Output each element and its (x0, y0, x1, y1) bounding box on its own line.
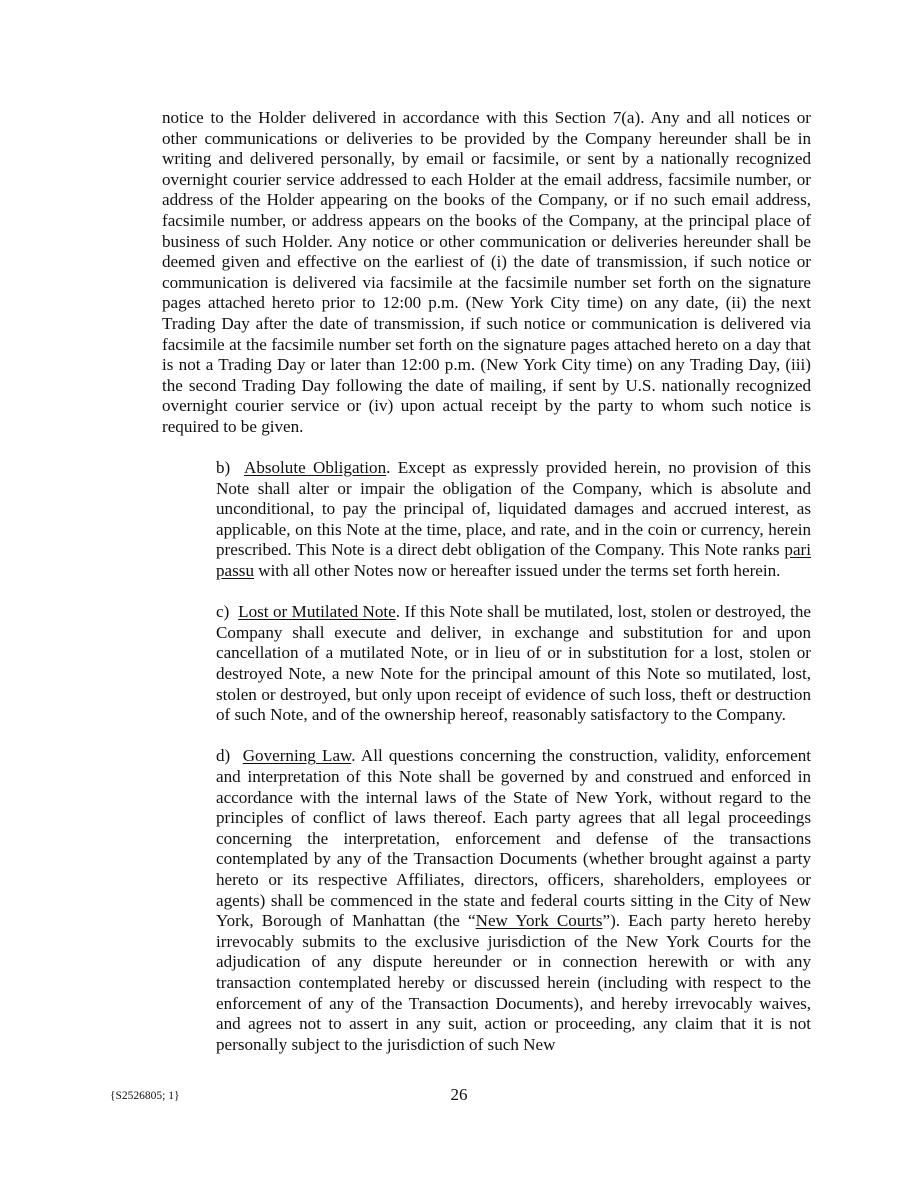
paragraph-absolute-obligation (162, 458, 811, 582)
document-body (162, 108, 811, 1055)
section-c-title: Lost or Mutilated Note (238, 602, 396, 622)
paragraph-notices-text: notice to the Holder delivered in accordance with this Section 7(a). Any and all notices or other communications or deliveries to be provided by the Company hereunder shall be in writing and delivered personally, by email or facsimile, or sent by a nationally recognized overnight courier service addressed to each Holder at the email address, facsimile number, or address of the Holder appearing on the books of the Company, or if no such email address, facsimile number, or address appears on the books of the Company, at the principal place of business of such Holder. Any notice or other communication or deliveries hereunder shall be deemed given and effective on the earliest of (i) the date of transmission, if such notice or communication is delivered via facsimile at the facsimile number set forth on the signature pages attached hereto prior to 12:00 p.m. (New York City time) on any date, (ii) the next Trading Day after the date of transmission, if such notice or communication is delivered via facsimile at the facsimile number set forth on the signature pages attached hereto on a day that is not a Trading Day or later than 12:00 p.m. (New York City time) on any Trading Day, (iii) the second Trading Day following the date of mailing, if sent by U.S. nationally recognized overnight courier service or (iv) upon actual receipt by the party to whom such notice is required to be given. (162, 108, 811, 436)
section-b-label: b) (216, 458, 231, 478)
page-number: 26 (450, 1085, 468, 1104)
section-b-text-2: with all other Notes now or hereafter issued under the terms set forth herein. (254, 561, 781, 581)
paragraph-governing-law (162, 746, 811, 1055)
section-d-text-1: . All questions concerning the construction, validity, enforcement and interpretation of this Note shall be governed by and construed and enforced in accordance with the internal laws of the State of New York, without regard to the principles of conflict of laws thereof. Each party agrees that all legal proceedings concerning the interpretation, enforcement and defense of the transactions contemplated by any of the Transaction Documents (whether brought against a party hereto or its respective Affiliates, directors, officers, shareholders, employees or agents) shall be commenced in the state and federal courts sitting in the City of New York, Borough of Manhattan (the “ (216, 746, 811, 931)
section-b-text-1: . Except as expressly provided herein, no provision of this Note shall alter or impair the obligation of the Company, which is absolute and unconditional, to pay the principal of, liquidated damages and accrued interest, as applicable, on this Note at the time, place, and rate, and in the coin or currency, herein prescribed. This Note is a direct debt obligation of the Company. This Note ranks (216, 458, 811, 560)
section-c-label: c) (216, 602, 230, 622)
new-york-courts-term: New York Courts (475, 911, 603, 931)
section-d-title: Governing Law (242, 746, 352, 766)
section-d-label: d) (216, 746, 231, 766)
document-id: {S2526805; 1} (110, 1090, 180, 1102)
section-c-text: . If this Note shall be mutilated, lost, stolen or destroyed, the Company shall execute and deliver, in exchange and substitution for and upon cancellation of a mutilated Note, or in lieu of or in substitution for a lost, stolen or destroyed Note, a new Note for the principal amount of this Note so mutilated, lost, stolen or destroyed, but only upon receipt of evidence of such loss, theft or destruction of such Note, and of the ownership hereof, reasonably satisfactory to the Company. (216, 602, 812, 725)
section-b-title: Absolute Obligation (243, 458, 387, 478)
paragraph-notices (162, 108, 811, 438)
pari-passu-term: pari passu (216, 540, 811, 581)
paragraph-lost-mutilated-note (162, 602, 811, 726)
section-d-text-2: ”). Each party hereto hereby irrevocably submits to the exclusive jurisdiction of the New York Courts for the adjudication of any dispute hereunder or in connection herewith or with any transaction contemplated hereby or discussed herein (including with respect to the enforcement of any of the Transaction Documents), and hereby irrevocably waives, and agrees not to assert in any suit, action or proceeding, any claim that it is not personally subject to the jurisdiction of such New (216, 911, 811, 1054)
